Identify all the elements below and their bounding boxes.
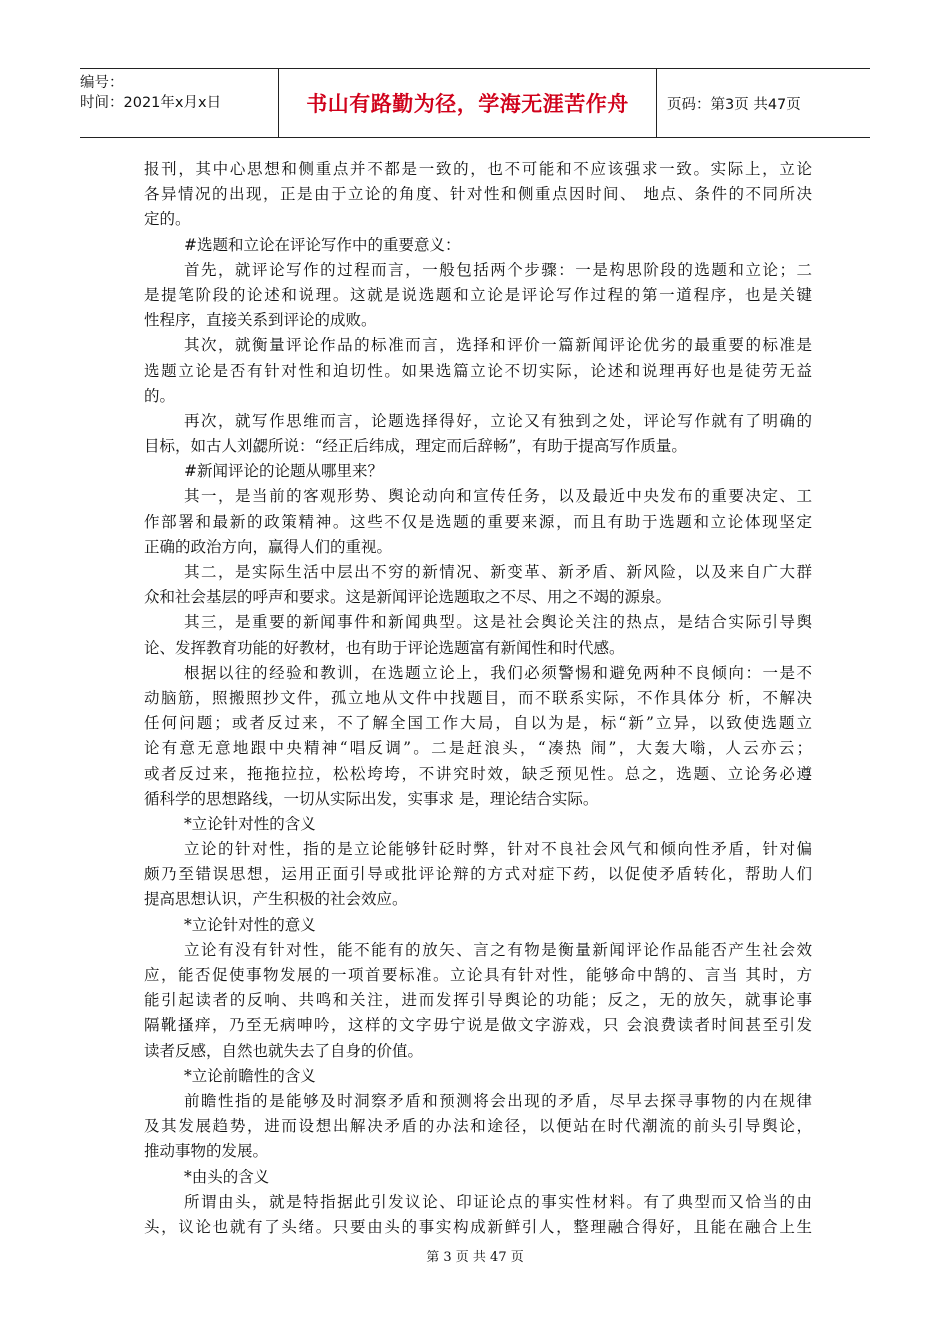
text-line: 颇乃至错误思想，运用正面引导或批评论辩的方式对症下药，以促使矛盾转化，帮助人们	[144, 865, 812, 884]
header-page-number: 页码：第3页 共47页	[667, 96, 801, 113]
section-heading: #新闻评论的论题从哪里来？	[184, 462, 383, 481]
text-line: 其一，是当前的客观形势、舆论动向和宣传任务，以及最近中央发布的重要决定、工	[184, 487, 812, 506]
text-line: 其三，是重要的新闻事件和新闻典型。这是社会舆论关注的热点，是结合实际引导舆	[184, 613, 812, 632]
text-line: 根据以往的经验和教训，在选题立论上，我们必须警惕和避免两种不良倾向：一是不	[184, 663, 812, 682]
text-line: 任何问题；或者反过来，不了解全国工作大局，自以为是，标“新”立异，以致使选题立	[144, 714, 812, 733]
text-line: 推动事物的发展。	[144, 1142, 269, 1161]
text-line: 论、发挥教育功能的好教材，也有助于评论选题富有新闻性和时代感。	[144, 638, 625, 657]
header-motto: 书山有路勤为径，学海无涯苦作舟	[306, 92, 629, 116]
text-line: 动脑筋，照搬照抄文件，孤立地从文件中找题目，而不联系实际，不作具体分 析，不解决	[144, 688, 812, 707]
text-line: 立论的针对性，指的是立论能够针砭时弊，针对不良社会风气和倾向性矛盾，针对偏	[184, 840, 812, 859]
text-line: 选题立论是否有针对性和迫切性。如果选篇立论不切实际，论述和说理再好也是徒劳无益	[144, 361, 812, 380]
text-line: 再次，就写作思维而言，论题选择得好，立论又有独到之处，评论写作就有了明确的	[184, 411, 812, 430]
text-line: 隔靴搔痒，乃至无病呻吟，这样的文字毋宁说是做文字游戏，只 会浪费读者时间甚至引发	[144, 1016, 812, 1035]
document-body	[144, 157, 812, 1240]
header-meta	[80, 69, 279, 137]
text-line: 其次，就衡量评论作品的标准而言，选择和评价一篇新闻评论优劣的最重要的标准是	[184, 336, 812, 355]
text-line: 论有意无意地跟中央精神“唱反调”。二是赶浪头，“凑热 闹”，大轰大嗡，人云亦云；	[144, 739, 812, 758]
text-line: 所谓由头，就是特指据此引发议论、印证论点的事实性材料。有了典型而又恰当的由	[184, 1192, 812, 1211]
text-line: 及其发展趋势，进而设想出解决矛盾的办法和途径，以便站在时代潮流的前头引导舆论，	[144, 1117, 812, 1136]
text-line: 读者反感，自然也就失去了自身的价值。	[144, 1041, 424, 1060]
text-line: 提高思想认识，产生积极的社会效应。	[144, 890, 408, 909]
section-heading: *立论针对性的意义	[184, 915, 316, 934]
page-header	[80, 68, 870, 138]
text-line: 的。	[144, 386, 176, 405]
section-heading: *立论前瞻性的含义	[184, 1066, 316, 1085]
header-motto-cell	[279, 69, 657, 137]
page-footer: 第 3 页 共 47 页	[426, 1250, 524, 1265]
text-line: 其二，是实际生活中层出不穷的新情况、新变革、新矛盾、新风险，以及来自广大群	[184, 563, 812, 581]
text-line: 是提笔阶段的论述和说理。这就是说选题和立论是评论写作过程的第一道程序，也是关键	[144, 285, 812, 304]
text-line: 正确的政治方向，赢得人们的重视。	[144, 537, 393, 556]
document-date: 时间：2021年x月x日	[80, 95, 222, 111]
text-line: 作部署和最新的政策精神。这些不仅是选题的重要来源，而且有助于选题和立论体现坚定	[144, 512, 812, 531]
text-line: 头，议论也就有了头绪。只要由头的事实构成新鲜引人，整理融合得好，且能在融合上生	[144, 1217, 812, 1236]
text-line: 应，能否促使事物发展的一项首要标准。立论具有针对性，能够命中鹄的、言当 其时，方	[144, 966, 812, 984]
text-line: 前瞻性指的是能够及时洞察矛盾和预测将会出现的矛盾，尽早去探寻事物的内在规律	[184, 1091, 812, 1110]
section-heading: #选题和立论在评论写作中的重要意义：	[184, 235, 461, 254]
text-line: 各异情况的出现，正是由于立论的角度、针对性和侧重点因时间、 地点、条件的不同所决	[144, 185, 812, 204]
text-line: 立论有没有针对性，能不能有的放矢、言之有物是衡量新闻评论作品能否产生社会效	[184, 940, 812, 959]
text-line: 首先，就评论写作的过程而言，一般包括两个步骤：一是构思阶段的选题和立论；二	[184, 260, 812, 279]
document-number-label: 编号：	[80, 75, 124, 91]
text-line: 或者反过来，拖拖拉拉，松松垮垮，不讲究时效，缺乏预见性。总之，选题、立论务必遵	[144, 764, 812, 783]
text-line: 目标，如古人刘勰所说：“经正后纬成，理定而后辞畅”，有助于提高写作质量。	[144, 437, 687, 456]
text-line: 能引起读者的反响、共鸣和关注，进而发挥引导舆论的功能；反之，无的放矢，就事论事	[144, 991, 812, 1010]
section-heading: *立论针对性的含义	[184, 814, 316, 833]
text-line: 报刊，其中心思想和侧重点并不都是一致的，也不可能和不应该强求一致。实际上，立论	[144, 160, 812, 178]
text-line: 循科学的思想路线，一切从实际出发，实事求 是，理论结合实际。	[144, 789, 599, 808]
section-heading: *由头的含义	[184, 1167, 270, 1186]
text-line: 众和社会基层的呼声和要求。这是新闻评论选题取之不尽、用之不竭的源泉。	[144, 588, 672, 607]
text-line: 定的。	[144, 210, 191, 229]
text-line: 性程序，直接关系到评论的成败。	[144, 311, 377, 330]
